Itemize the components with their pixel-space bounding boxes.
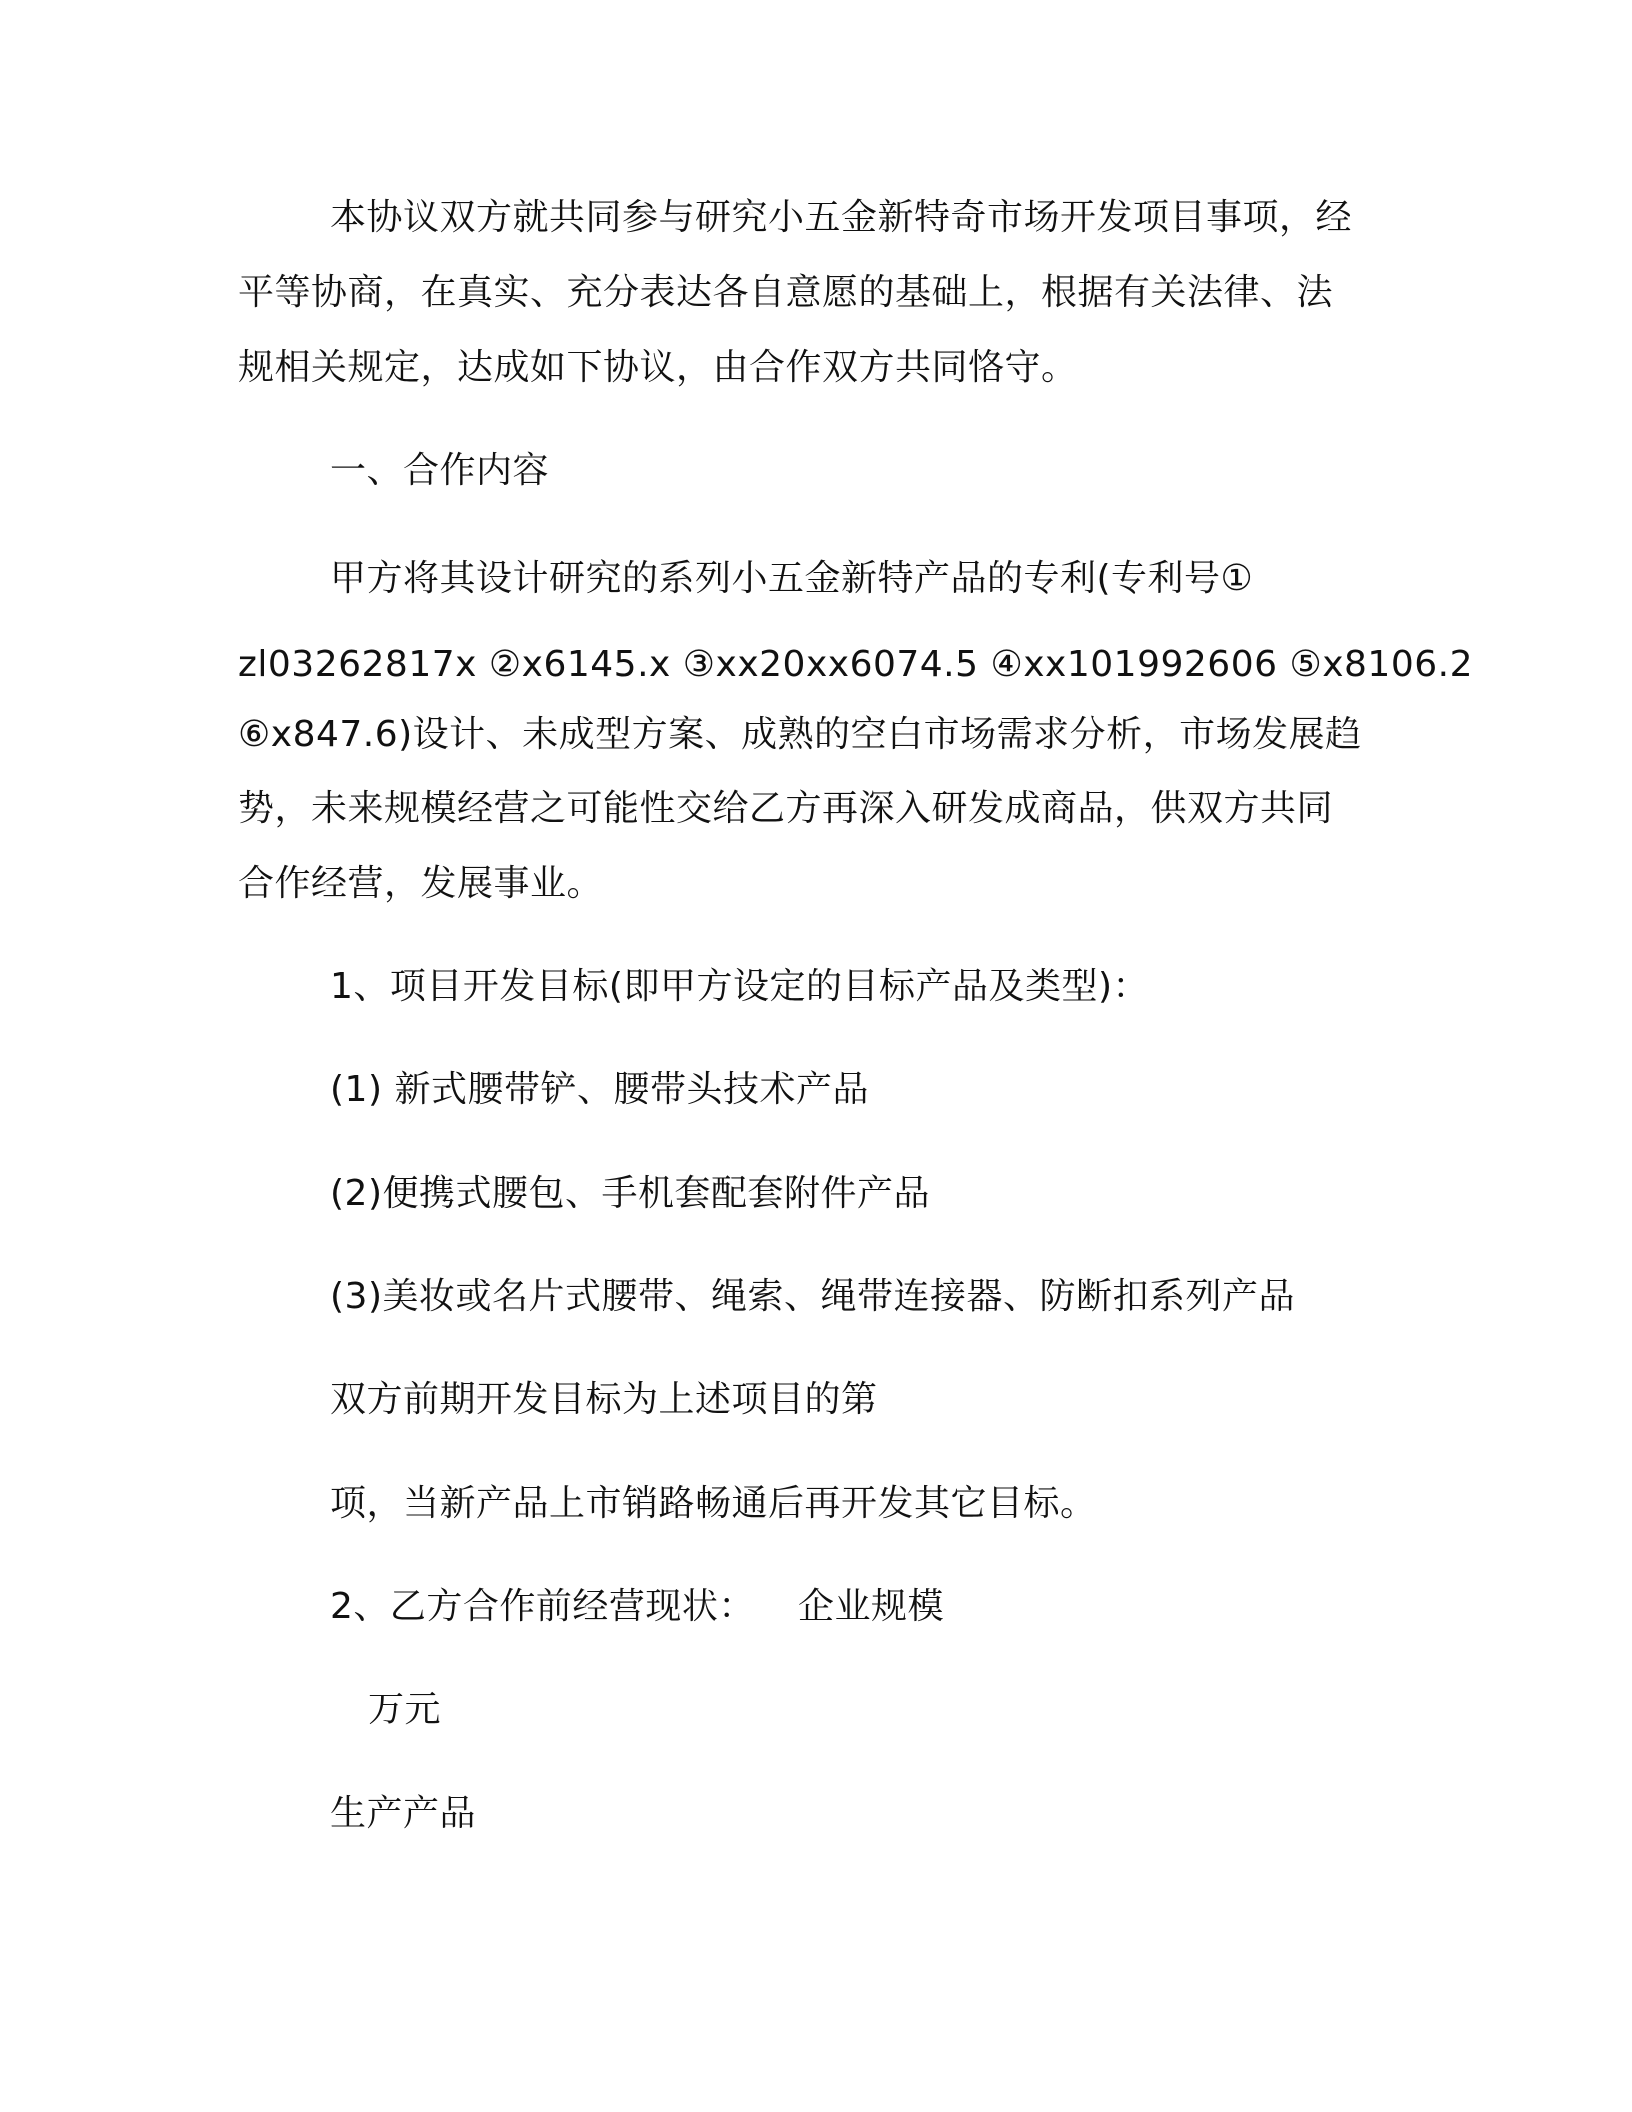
cooperation-line-4: 势，未来规模经营之可能性交给乙方再深入研发成商品，供双方共同 — [238, 788, 1334, 829]
item2-products-label: 生产产品 — [330, 1793, 477, 1834]
cooperation-line-3: ⑥x847.6)设计、未成型方案、成熟的空白市场需求分析，市场发展趋 — [238, 714, 1362, 755]
intro-line-1: 本协议双方就共同参与研究小五金新特奇市场开发项目事项，经 — [330, 197, 1353, 238]
item2-heading: 2、乙方合作前经营现状： — [330, 1586, 755, 1627]
cooperation-line-5: 合作经营，发展事业。 — [238, 863, 604, 904]
item1-list-entry-2: (2)便携式腰包、手机套配套附件产品 — [330, 1173, 930, 1214]
intro-line-2: 平等协商，在真实、充分表达各自意愿的基础上，根据有关法律、法 — [238, 272, 1334, 313]
section-heading-cooperation: 一、合作内容 — [330, 450, 550, 491]
intro-line-3: 规相关规定，达成如下协议，由合作双方共同恪守。 — [238, 347, 1078, 388]
dev-target-line-1: 双方前期开发目标为上述项目的第 — [330, 1379, 878, 1420]
cooperation-line-2: zl03262817x ②x6145.x ③xx20xx6074.5 ④xx101992606 ⑤x8106.2 — [238, 644, 1473, 685]
cooperation-line-1: 甲方将其设计研究的系列小五金新特产品的专利(专利号① — [330, 558, 1254, 599]
item2-scale-label: 企业规模 — [798, 1586, 945, 1627]
item2-unit: 万元 — [368, 1689, 442, 1730]
item1-heading: 1、项目开发目标(即甲方设定的目标产品及类型)： — [330, 966, 1149, 1007]
item1-list-entry-3: (3)美妆或名片式腰带、绳索、绳带连接器、防断扣系列产品 — [330, 1276, 1295, 1317]
dev-target-line-2: 项，当新产品上市销路畅通后再开发其它目标。 — [330, 1483, 1097, 1524]
item1-list-entry-1: (1) 新式腰带铲、腰带头技术产品 — [330, 1069, 869, 1110]
